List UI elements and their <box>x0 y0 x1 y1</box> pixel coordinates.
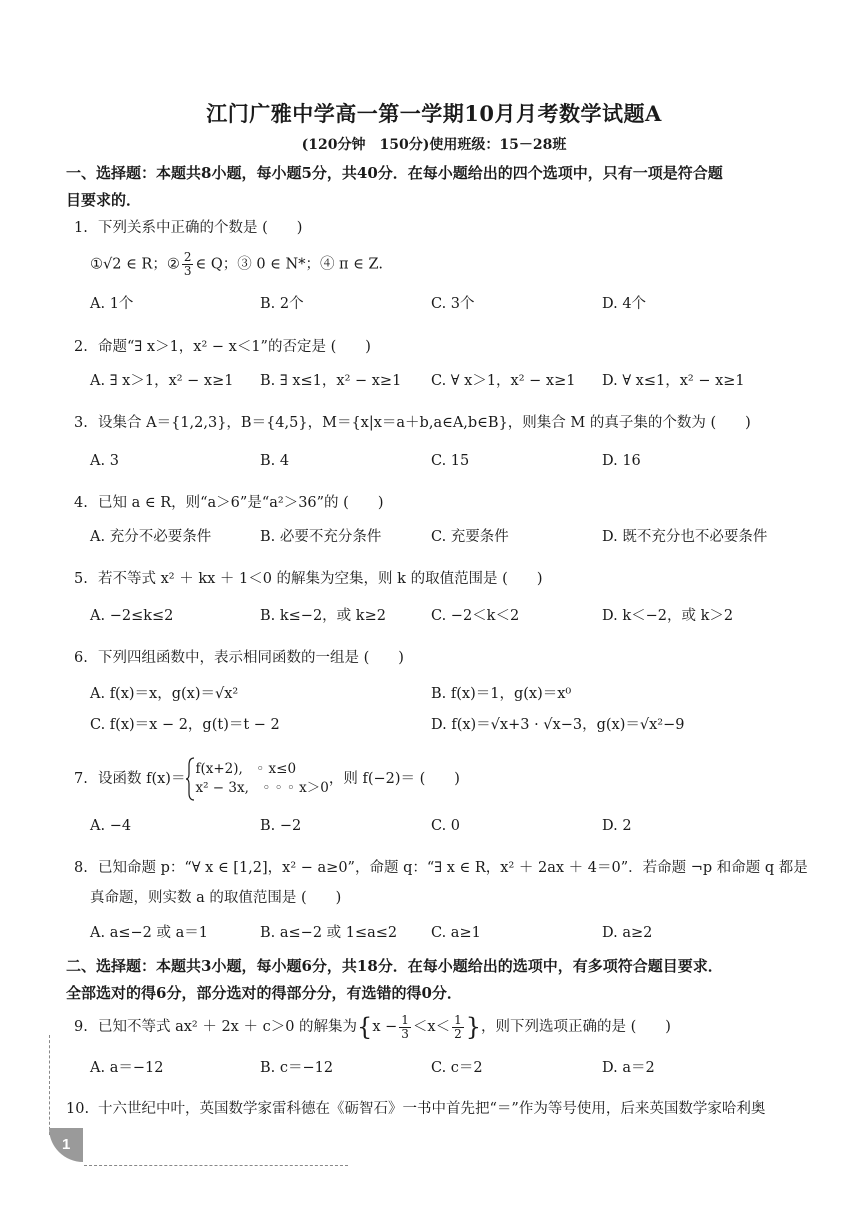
question-2-options <box>90 370 810 392</box>
question-number: 6. <box>74 650 88 666</box>
question-stem: 设函数 f(x)＝ <box>98 771 186 787</box>
fraction <box>182 251 194 278</box>
question-number: 9. <box>74 1019 88 1035</box>
option-c[interactable]: C. ∀ x＞1，x² − x≥1 <box>431 373 576 389</box>
question-stem: 已知 a ∈ R，则“a＞6”是“a²＞36”的 ( ) <box>98 495 384 511</box>
option-c[interactable]: C. f(x)＝x − 2，g(t)＝t − 2 <box>90 717 280 733</box>
option-a[interactable]: A. a≤−2 或 a＝1 <box>90 925 208 941</box>
question-8-options <box>90 922 810 944</box>
section1-line2: 目要求的． <box>66 191 142 209</box>
question-number: 2. <box>74 339 88 355</box>
option-b[interactable]: B. 2个 <box>260 296 304 312</box>
question-stem: 已知命题 p：“∀ x ∈ [1,2]，x² − a≥0”，命题 q：“∃ x ∈ R，x² ＋ 2ax ＋ 4＝0”．若命题 ¬p 和命题 q 都是 <box>98 860 808 876</box>
option-c[interactable]: C. a≥1 <box>431 925 481 941</box>
option-a[interactable]: A. ∃ x＞1，x² − x≥1 <box>90 373 234 389</box>
question-stem: 下列关系中正确的个数是 ( ) <box>98 220 303 236</box>
question-1-options <box>90 293 810 315</box>
option-d[interactable]: D. f(x)＝√x+3 · √x−3，g(x)＝√x²−9 <box>431 717 685 733</box>
question-1 <box>74 217 814 239</box>
option-a[interactable]: A. 充分不必要条件 <box>90 529 212 545</box>
question-6-options-row1 <box>90 683 810 705</box>
question-3 <box>74 412 814 434</box>
option-b[interactable]: B. −2 <box>260 818 302 834</box>
statement-part: ①√2 ∈ R；② <box>90 256 180 273</box>
question-10 <box>66 1098 806 1120</box>
exam-subtitle: (120分钟 150分)使用班级：15－28班 <box>301 137 567 153</box>
option-a[interactable]: A. f(x)＝x，g(x)＝√x² <box>90 686 239 702</box>
option-d[interactable]: D. 2 <box>602 818 632 834</box>
question-5-options <box>90 605 810 627</box>
option-b[interactable]: B. k≤−2，或 k≥2 <box>260 608 386 624</box>
question-6 <box>74 647 814 669</box>
left-brace-icon <box>185 757 195 801</box>
question-number: 10. <box>66 1101 90 1117</box>
question-stem: 下列四组函数中，表示相同函数的一组是 ( ) <box>98 650 404 666</box>
option-c[interactable]: C. 0 <box>431 818 461 834</box>
option-d[interactable]: D. 4个 <box>602 296 647 312</box>
option-c[interactable]: C. 3个 <box>431 296 475 312</box>
option-b[interactable]: B. c＝−12 <box>260 1060 334 1076</box>
question-number: 5. <box>74 571 88 587</box>
denominator: 2 <box>454 1026 462 1041</box>
numerator: 2 <box>183 250 192 264</box>
numerator: 1 <box>401 1012 409 1027</box>
page-number: 1 <box>62 1136 71 1153</box>
section2-heading <box>66 953 806 1007</box>
question-5 <box>74 568 814 590</box>
denominator: 3 <box>183 264 192 278</box>
option-d[interactable]: D. 既不充分也不必要条件 <box>602 529 768 545</box>
option-a[interactable]: A. a＝−12 <box>90 1060 164 1076</box>
piece-1: f(x+2), ◦ x≤0 <box>195 761 297 777</box>
exam-title: 江门广雅中学高一第一学期10月月考数学试题A <box>206 101 662 126</box>
question-6-options-row2 <box>90 714 810 736</box>
question-9 <box>74 1010 814 1044</box>
option-b[interactable]: B. 4 <box>260 453 290 469</box>
question-8 <box>74 857 814 879</box>
question-stem-end: ，则下列选项正确的是 ( ) <box>481 1019 671 1035</box>
left-brace-icon: { <box>357 1013 373 1041</box>
question-2 <box>74 336 814 358</box>
option-d[interactable]: D. k＜−2，或 k＞2 <box>602 608 734 624</box>
question-number: 3. <box>74 415 88 431</box>
question-number: 8. <box>74 860 88 876</box>
option-b[interactable]: B. 必要不充分条件 <box>260 529 382 545</box>
option-d[interactable]: D. a≥2 <box>602 925 653 941</box>
denominator: 3 <box>401 1026 409 1041</box>
question-8-line2: 真命题，则实数 a 的取值范围是 ( ) <box>90 890 342 906</box>
question-9-options <box>90 1057 810 1079</box>
fraction <box>399 1014 411 1041</box>
question-7 <box>74 756 814 802</box>
question-stem: 命题“∃ x＞1，x² − x＜1”的否定是 ( ) <box>98 339 371 355</box>
question-stem: 已知不等式 ax² ＋ 2x ＋ c＞0 的解集为 <box>98 1019 358 1035</box>
option-d[interactable]: D. a＝2 <box>602 1060 655 1076</box>
option-c[interactable]: C. −2＜k＜2 <box>431 608 520 624</box>
option-b[interactable]: B. f(x)＝1，g(x)＝x⁰ <box>431 686 572 702</box>
fraction <box>452 1014 464 1041</box>
option-c[interactable]: C. c＝2 <box>431 1060 483 1076</box>
question-3-options <box>90 450 810 472</box>
question-7-options <box>90 815 810 837</box>
option-d[interactable]: D. ∀ x≤1，x² − x≥1 <box>602 373 745 389</box>
section2-line1: 二、选择题：本题共3小题，每小题6分，共18分．在每小题给出的选项中，有多项符合题目要求． <box>66 957 723 975</box>
option-b[interactable]: B. ∃ x≤1，x² − x≥1 <box>260 373 402 389</box>
section2-line2: 全部选对的得6分，部分选对的得部分分，有选错的得0分． <box>66 984 462 1002</box>
statement-part: ∈ Q；③ 0 ∈ N*；④ π ∈ Z. <box>195 256 383 273</box>
margin-dashed-line <box>49 1035 50 1135</box>
numerator: 1 <box>454 1012 462 1027</box>
option-c[interactable]: C. 充要条件 <box>431 529 509 545</box>
section1-line1: 一、选择题：本题共8小题，每小题5分，共40分．在每小题给出的四个选项中，只有一项是符合题 <box>66 164 723 182</box>
question-stem: 设集合 A＝{1,2,3}，B＝{4,5}，M＝{x|x＝a＋b,a∈A,b∈B}，则集合 M 的真子集的个数为 ( ) <box>98 415 751 431</box>
right-brace-icon: } <box>465 1013 482 1041</box>
option-d[interactable]: D. 16 <box>602 453 641 469</box>
set-part: x − <box>372 1019 398 1035</box>
piecewise-function <box>185 756 328 802</box>
option-a[interactable]: A. 1个 <box>90 296 134 312</box>
option-a[interactable]: A. −4 <box>90 818 132 834</box>
set-part: ＜x＜ <box>412 1019 451 1035</box>
question-stem-end: ，则 f(−2)＝ ( ) <box>328 771 460 787</box>
bottom-dashed-line <box>84 1165 348 1166</box>
option-a[interactable]: A. 3 <box>90 453 119 469</box>
option-b[interactable]: B. a≤−2 或 1≤a≤2 <box>260 925 398 941</box>
question-stem: 若不等式 x² ＋ kx ＋ 1＜0 的解集为空集，则 k 的取值范围是 ( ) <box>98 571 543 587</box>
question-4 <box>74 492 814 514</box>
question-4-options <box>90 526 810 548</box>
piece-2: x² − 3x, ◦ ◦ ◦ x＞0 <box>195 780 329 796</box>
option-a[interactable]: A. −2≤k≤2 <box>90 608 174 624</box>
question-1-statements <box>90 251 383 278</box>
option-c[interactable]: C. 15 <box>431 453 470 469</box>
question-number: 7. <box>74 771 88 787</box>
question-stem: 十六世纪中叶，英国数学家雷科德在《砺智石》一书中首先把“＝”作为等号使用，后来英国数学家哈利奥 <box>98 1101 766 1117</box>
section1-heading <box>66 160 806 214</box>
question-number: 1. <box>74 220 88 236</box>
question-number: 4. <box>74 495 88 511</box>
